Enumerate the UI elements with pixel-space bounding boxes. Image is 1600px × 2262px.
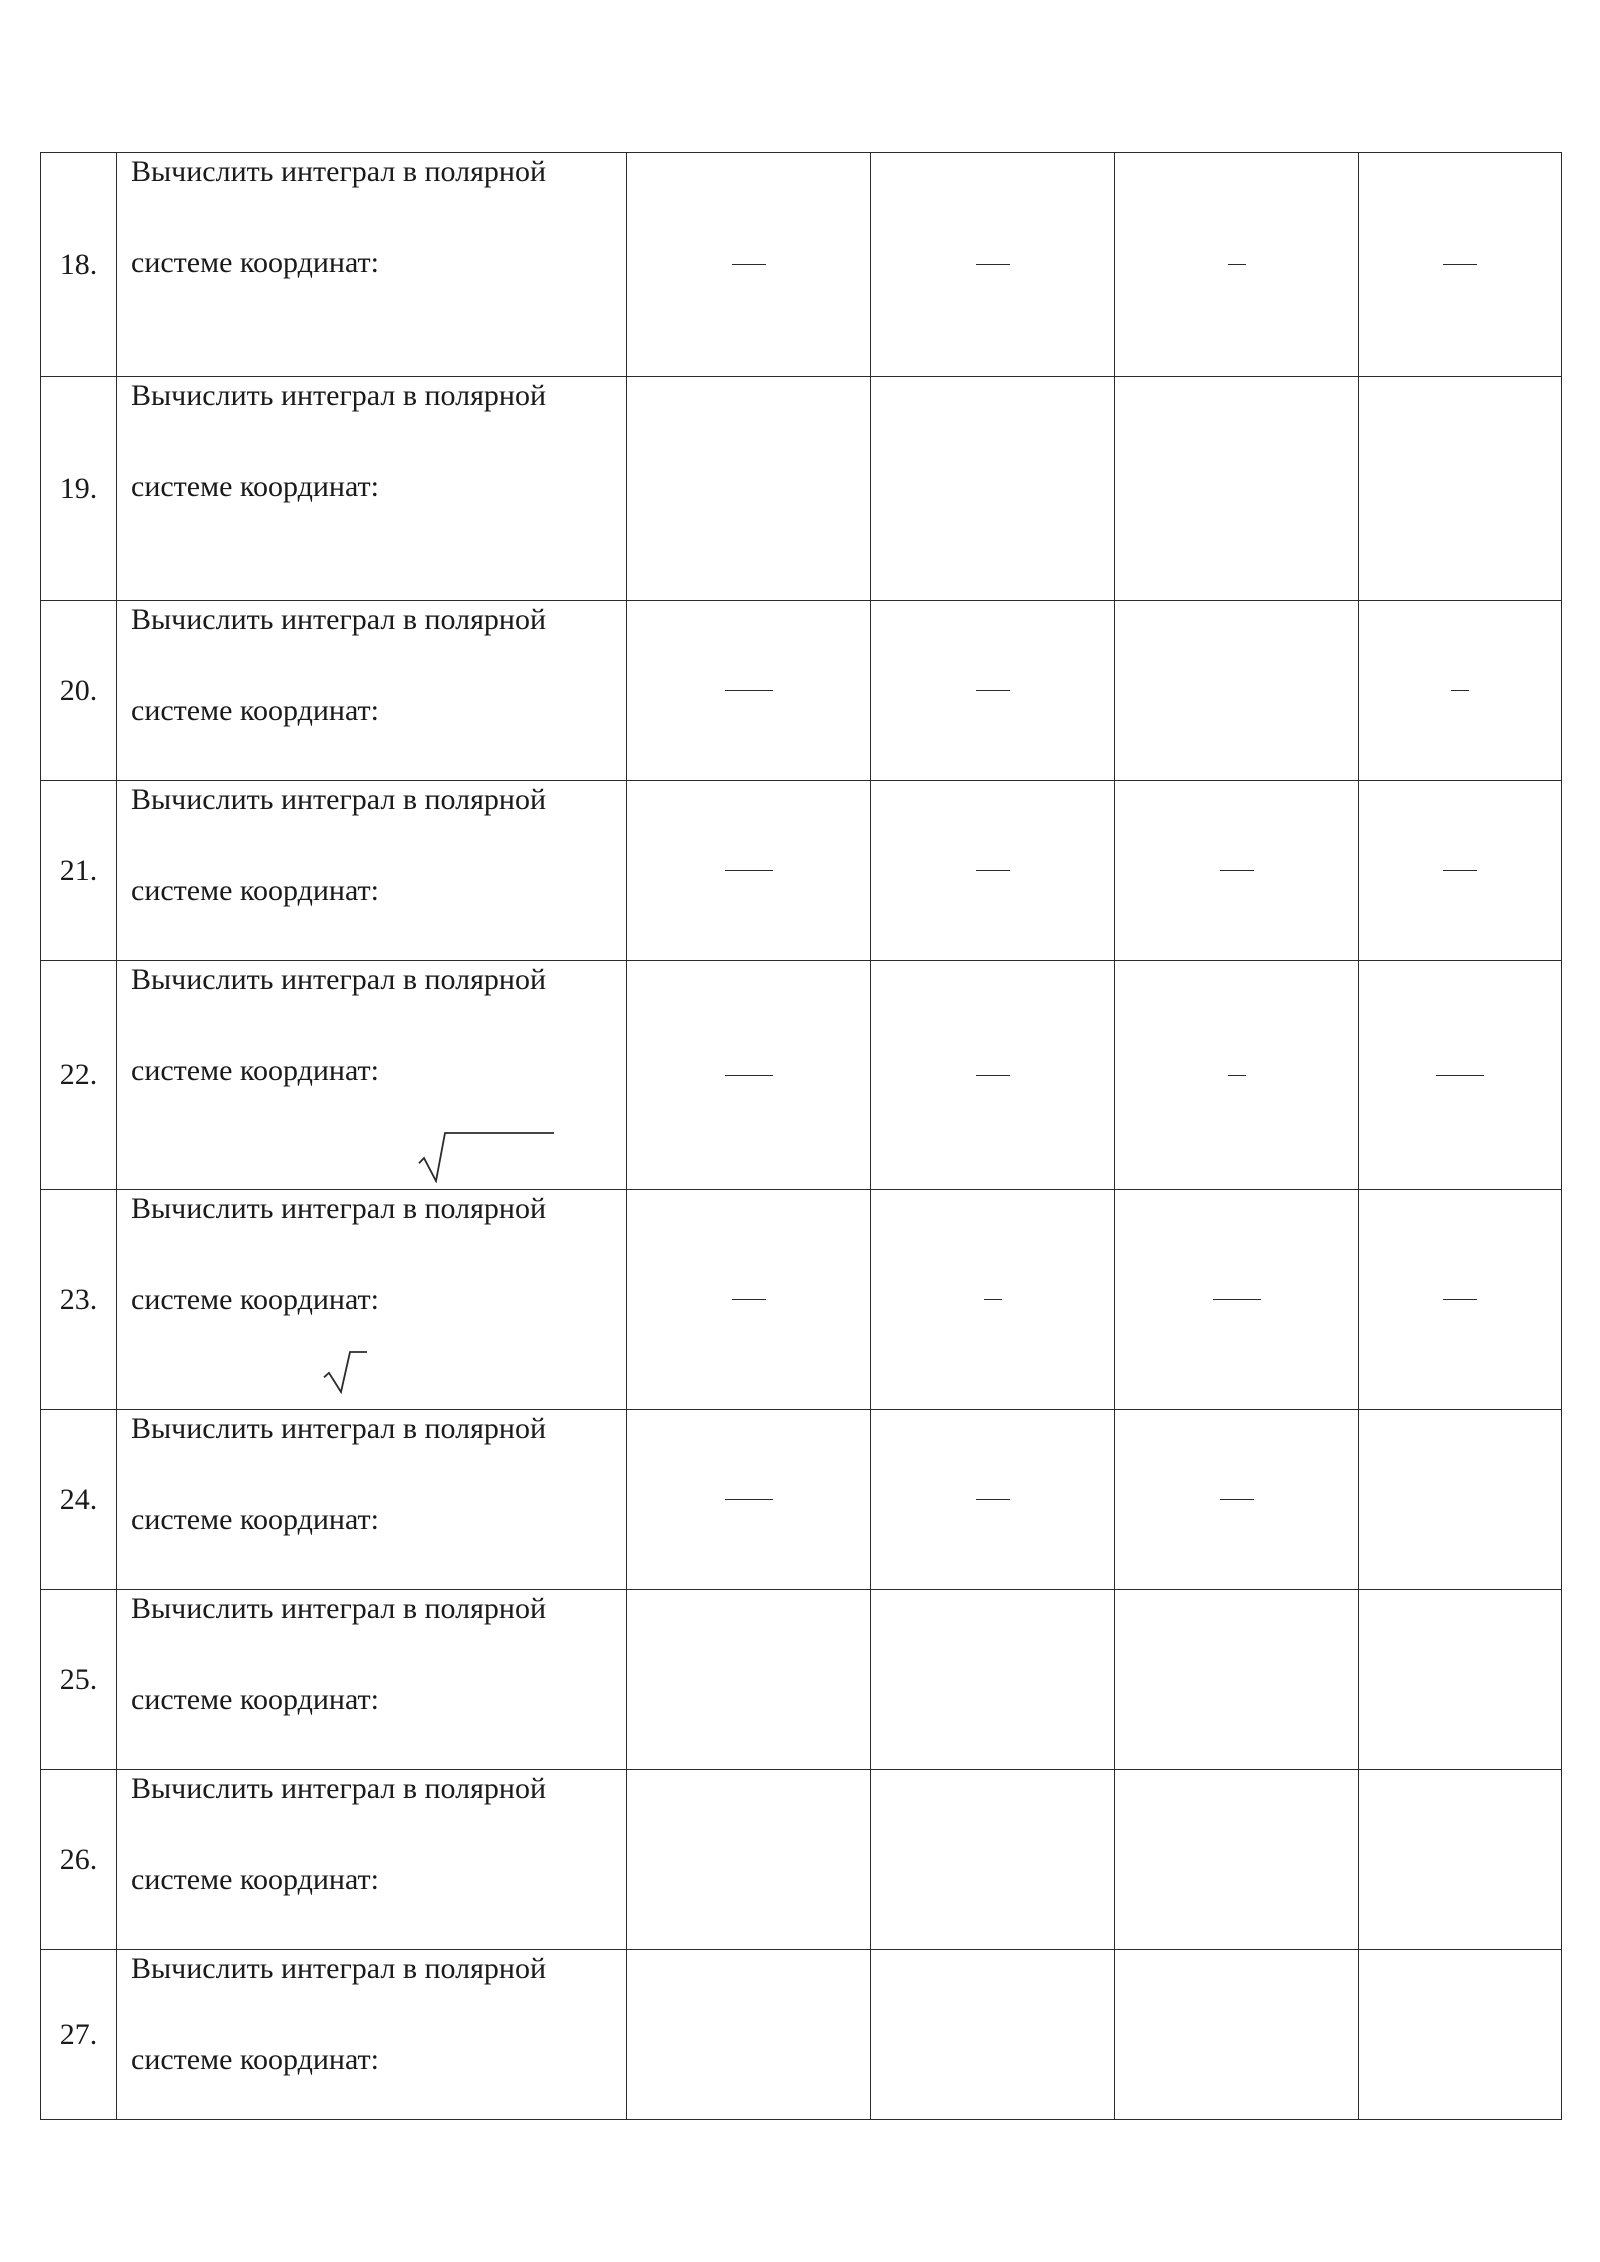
task-text-line1: Вычислить интеграл в полярной — [131, 963, 547, 996]
fraction-bar — [1443, 870, 1477, 871]
task-text-line1: Вычислить интеграл в полярной — [131, 1412, 547, 1445]
answer-cell — [1115, 1950, 1359, 2120]
answer-cell — [1115, 1410, 1359, 1590]
fraction-bar — [1220, 1499, 1254, 1500]
answer-cell — [1359, 1770, 1562, 1950]
fraction-bar — [976, 1075, 1010, 1076]
answer-cell — [1115, 601, 1359, 781]
task-number: 27. — [41, 1950, 117, 2120]
fraction-bar — [1220, 870, 1254, 871]
task-text-line1: Вычислить интеграл в полярной — [131, 783, 547, 816]
answer-cell — [627, 377, 871, 601]
task-text-cell — [117, 1590, 627, 1770]
task-text-line2: системе координат: — [131, 470, 379, 503]
task-text-line2: системе координат: — [131, 246, 379, 279]
fraction-bar — [732, 1299, 766, 1300]
task-text-line2: системе координат: — [131, 1283, 379, 1316]
answer-cell — [871, 961, 1115, 1190]
answer-cell — [871, 1410, 1115, 1590]
answer-cell — [1359, 1590, 1562, 1770]
task-text-line1: Вычислить интеграл в полярной — [131, 1772, 547, 1805]
fraction-bar — [725, 870, 773, 871]
answer-cell — [1115, 1590, 1359, 1770]
fraction-bar — [976, 870, 1010, 871]
task-row — [41, 1950, 1562, 2120]
answer-cell — [627, 153, 871, 377]
fraction-bar — [976, 1499, 1010, 1500]
radical-sign-icon — [417, 1131, 555, 1183]
answer-cell — [1359, 153, 1562, 377]
task-row — [41, 153, 1562, 377]
answer-cell — [871, 377, 1115, 601]
task-text-cell — [117, 1410, 627, 1590]
answer-cell — [871, 153, 1115, 377]
answer-cell — [1115, 153, 1359, 377]
answer-cell — [1359, 377, 1562, 601]
task-text-line1: Вычислить интеграл в полярной — [131, 1592, 547, 1625]
answer-cell — [1359, 1410, 1562, 1590]
answer-cell — [627, 601, 871, 781]
task-text-line1: Вычислить интеграл в полярной — [131, 155, 547, 188]
task-number: 25. — [41, 1590, 117, 1770]
answer-cell — [627, 1950, 871, 2120]
task-text-cell — [117, 781, 627, 961]
fraction-bar — [1228, 1075, 1246, 1076]
task-row — [41, 377, 1562, 601]
answer-cell — [1115, 377, 1359, 601]
task-text-cell — [117, 1950, 627, 2120]
fraction-bar — [976, 690, 1010, 691]
answer-cell — [627, 1410, 871, 1590]
task-text-line2: системе координат: — [131, 694, 379, 727]
answer-cell — [1115, 1770, 1359, 1950]
task-row — [41, 1190, 1562, 1410]
answer-cell — [1359, 601, 1562, 781]
task-row — [41, 601, 1562, 781]
fraction-bar — [1451, 690, 1469, 691]
task-text-line2: системе координат: — [131, 874, 379, 907]
tasks-table — [40, 152, 1562, 2120]
task-text-line2: системе координат: — [131, 1683, 379, 1716]
task-row — [41, 961, 1562, 1190]
task-text-line2: системе координат: — [131, 1863, 379, 1896]
fraction-bar — [732, 264, 766, 265]
answer-cell — [1359, 781, 1562, 961]
task-text-line2: системе координат: — [131, 1054, 379, 1087]
task-text-line1: Вычислить интеграл в полярной — [131, 379, 547, 412]
task-row — [41, 1770, 1562, 1950]
answer-cell — [1115, 781, 1359, 961]
task-number: 23. — [41, 1190, 117, 1410]
answer-cell — [871, 601, 1115, 781]
answer-cell — [627, 1590, 871, 1770]
task-text-line1: Вычислить интеграл в полярной — [131, 1192, 547, 1225]
task-text-line2: системе координат: — [131, 2043, 379, 2076]
task-text-line1: Вычислить интеграл в полярной — [131, 1952, 547, 1985]
task-text-line1: Вычислить интеграл в полярной — [131, 603, 547, 636]
answer-cell — [1115, 961, 1359, 1190]
answer-cell — [871, 1190, 1115, 1410]
task-number: 21. — [41, 781, 117, 961]
answer-cell — [871, 1950, 1115, 2120]
answer-cell — [1359, 1190, 1562, 1410]
fraction-bar — [1228, 264, 1246, 265]
task-row — [41, 1410, 1562, 1590]
task-number: 20. — [41, 601, 117, 781]
answer-cell — [627, 781, 871, 961]
fraction-bar — [976, 264, 1010, 265]
answer-cell — [627, 1770, 871, 1950]
task-number: 18. — [41, 153, 117, 377]
task-text-cell — [117, 377, 627, 601]
fraction-bar — [1443, 1299, 1477, 1300]
task-row — [41, 781, 1562, 961]
task-text-cell — [117, 153, 627, 377]
fraction-bar — [725, 690, 773, 691]
answer-cell — [871, 1590, 1115, 1770]
radical-sign-icon — [322, 1350, 368, 1394]
task-number: 26. — [41, 1770, 117, 1950]
fraction-bar — [1443, 264, 1477, 265]
task-row — [41, 1590, 1562, 1770]
answer-cell — [871, 781, 1115, 961]
fraction-bar — [725, 1075, 773, 1076]
task-text-cell — [117, 1190, 627, 1410]
task-text-cell — [117, 961, 627, 1190]
answer-cell — [871, 1770, 1115, 1950]
task-text-cell — [117, 601, 627, 781]
answer-cell — [1359, 1950, 1562, 2120]
fraction-bar — [725, 1499, 773, 1500]
answer-cell — [1359, 961, 1562, 1190]
answer-cell — [627, 961, 871, 1190]
task-number: 19. — [41, 377, 117, 601]
fraction-bar — [1213, 1299, 1261, 1300]
task-text-cell — [117, 1770, 627, 1950]
fraction-bar — [1436, 1075, 1484, 1076]
fraction-bar — [984, 1299, 1002, 1300]
task-text-line2: системе координат: — [131, 1503, 379, 1536]
task-number: 22. — [41, 961, 117, 1190]
task-number: 24. — [41, 1410, 117, 1590]
answer-cell — [1115, 1190, 1359, 1410]
answer-cell — [627, 1190, 871, 1410]
